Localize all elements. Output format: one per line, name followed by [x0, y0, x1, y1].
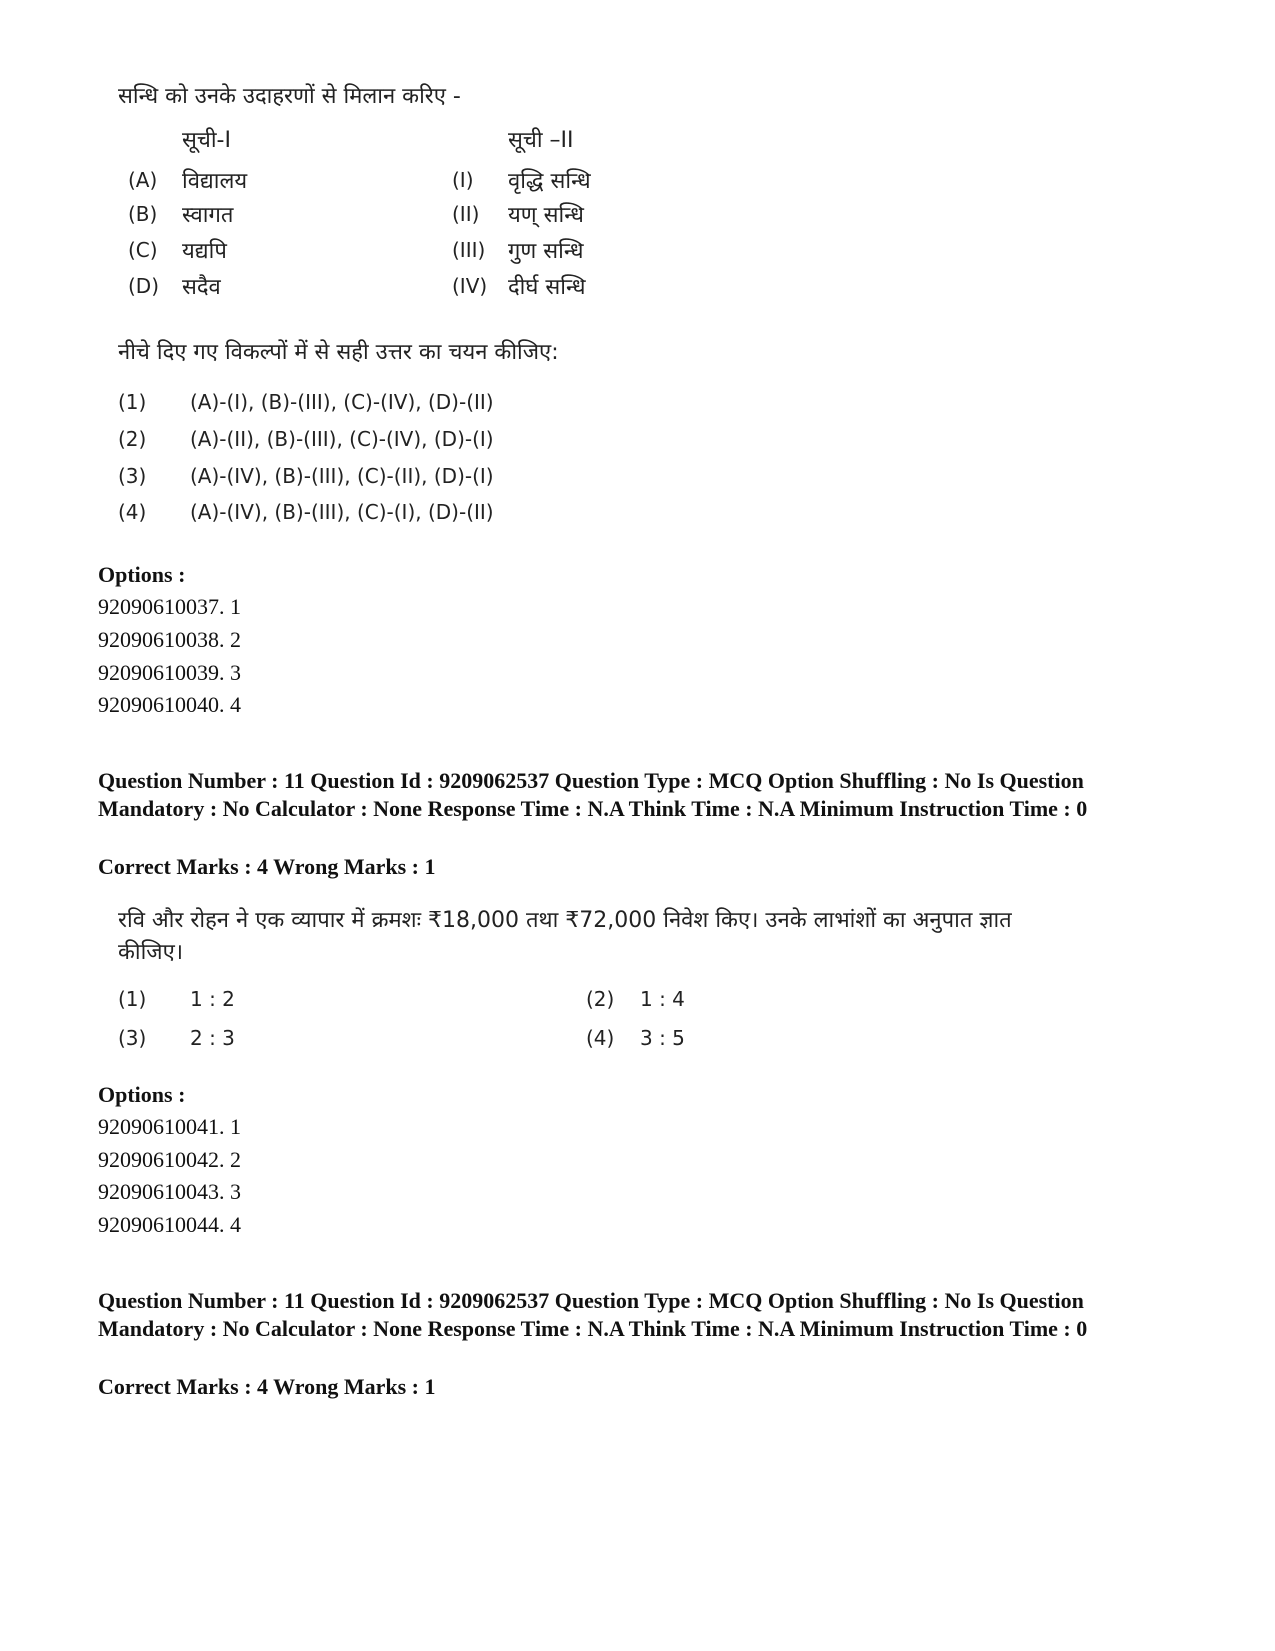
q10-choice-text: (A)-(IV), (B)-(III), (C)-(I), (D)-(II) [190, 500, 494, 524]
row-b-match: यण् सन्धि [508, 203, 584, 228]
choose-instruction: नीचे दिए गए विकल्पों में से सही उत्तर का चयन कीजिए: [118, 340, 559, 365]
q10-choice-text: (A)-(IV), (B)-(III), (C)-(II), (D)-(I) [190, 464, 494, 488]
q11-choice-text: 1 : 4 [640, 987, 685, 1011]
q11-option-id: 92090610044. 4 [98, 1212, 241, 1237]
q10-choice-text: (A)-(II), (B)-(III), (C)-(IV), (D)-(I) [190, 427, 494, 451]
row-a-item: विद्यालय [182, 169, 248, 194]
list1-header: सूची-I [182, 128, 231, 153]
row-a-match: वृद्धि सन्धि [508, 169, 591, 194]
row-d-roman: (IV) [452, 274, 488, 298]
q10-choice-text: (A)-(I), (B)-(III), (C)-(IV), (D)-(II) [190, 390, 494, 414]
q10-choice-number: (1) [118, 390, 147, 414]
q10-option-id: 92090610039. 3 [98, 660, 241, 685]
q11-options-label: Options : [98, 1082, 186, 1107]
q10-option-id: 92090610037. 1 [98, 594, 241, 619]
row-c-label: (C) [128, 238, 158, 262]
row-d-item: सदैव [182, 275, 221, 300]
row-b-roman: (II) [452, 202, 480, 226]
q10-options-label: Options : [98, 562, 186, 587]
q11-choice-text: 2 : 3 [190, 1026, 235, 1050]
row-d-label: (D) [128, 274, 160, 298]
q12-marks: Correct Marks : 4 Wrong Marks : 1 [98, 1374, 436, 1399]
q11-choice-text: 3 : 5 [640, 1026, 685, 1050]
q11-choice-number: (2) [586, 987, 615, 1011]
q11-option-id: 92090610042. 2 [98, 1147, 241, 1172]
row-a-label: (A) [128, 168, 158, 192]
row-a-roman: (I) [452, 168, 474, 192]
list2-header: सूची –II [508, 128, 574, 153]
q10-choice-number: (3) [118, 464, 147, 488]
q10-option-id: 92090610038. 2 [98, 627, 241, 652]
q11-question: रवि और रोहन ने एक व्यापार में क्रमशः ₹18,000 तथा ₹72,000 निवेश किए। उनके लाभांशों का अनुपात ज्ञात कीजिए। [118, 908, 1012, 965]
q11-choice-number: (3) [118, 1026, 147, 1050]
q10-option-id: 92090610040. 4 [98, 692, 241, 717]
row-d-match: दीर्घ सन्धि [508, 275, 586, 300]
q11-choice-number: (1) [118, 987, 147, 1011]
row-c-item: यद्यपि [182, 239, 227, 264]
match-instruction: सन्धि को उनके उदाहरणों से मिलान करिए - [118, 84, 461, 109]
q11-choice-text: 1 : 2 [190, 987, 235, 1011]
row-b-label: (B) [128, 202, 158, 226]
q10-choice-number: (4) [118, 500, 147, 524]
q11-meta: Question Number : 11 Question Id : 9209062537 Question Type : MCQ Option Shuffling : No Is Question Mandatory : No Calculator : None Response Time : N.A Think Time : N.A Minimum Instruction Time : 0 [98, 768, 1088, 821]
q12-meta: Question Number : 11 Question Id : 9209062537 Question Type : MCQ Option Shuffling : No Is Question Mandatory : No Calculator : None Response Time : N.A Think Time : N.A Minimum Instruction Time : 0 [98, 1288, 1088, 1341]
q11-option-id: 92090610043. 3 [98, 1179, 241, 1204]
q11-choice-number: (4) [586, 1026, 615, 1050]
q10-choice-number: (2) [118, 427, 147, 451]
row-c-match: गुण सन्धि [508, 239, 584, 264]
q11-marks: Correct Marks : 4 Wrong Marks : 1 [98, 854, 436, 879]
row-b-item: स्वागत [182, 203, 234, 228]
q11-option-id: 92090610041. 1 [98, 1114, 241, 1139]
row-c-roman: (III) [452, 238, 486, 262]
